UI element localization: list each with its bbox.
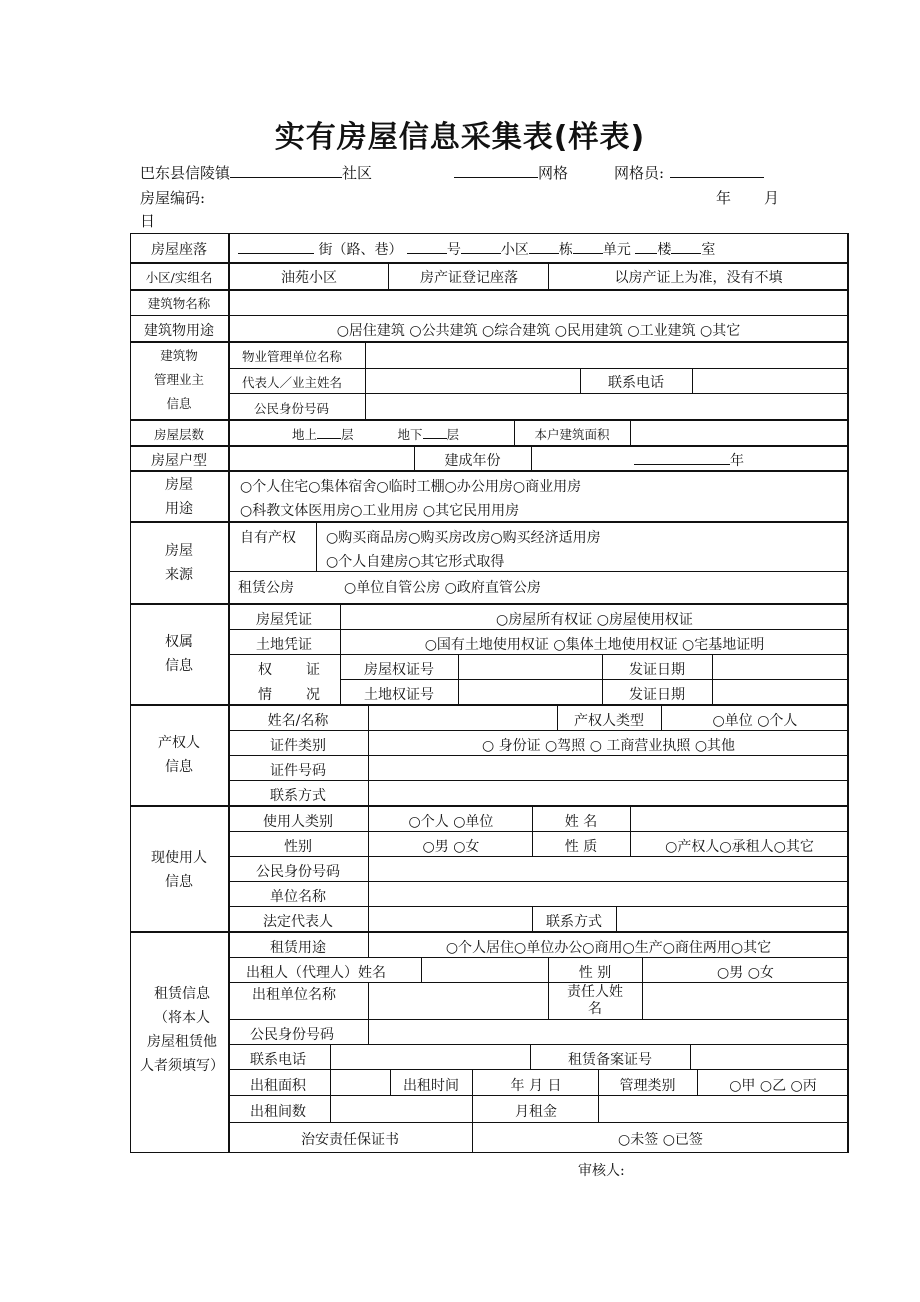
col-line xyxy=(630,805,631,856)
col-line xyxy=(697,1069,698,1095)
rule xyxy=(340,679,849,680)
above-ground-label: 地上 xyxy=(292,427,318,442)
rented-public-label: 租赁公房 xyxy=(238,580,294,596)
management-label-line1: 建筑物 xyxy=(160,348,198,363)
user-id-label: 公民身份号码 xyxy=(256,864,340,880)
header-line-1 xyxy=(140,162,372,183)
rule xyxy=(130,603,849,605)
rule xyxy=(130,289,849,291)
lessor-name-label: 出租人（代理人）姓名 xyxy=(246,965,386,981)
owner-label xyxy=(130,731,228,779)
rule xyxy=(228,780,849,781)
house-use-label-line1: 房屋 xyxy=(165,477,193,493)
built-year-blank[interactable] xyxy=(634,451,730,465)
house-use-options-2[interactable]: ○科教文体医用房○工业用房 ○其它民用用房 xyxy=(240,503,520,519)
house-cert-label: 房屋凭证 xyxy=(256,612,312,628)
col-line xyxy=(421,957,422,982)
cert-status-row1 xyxy=(258,659,320,679)
user-nature-label: 性 质 xyxy=(564,839,598,855)
col-line xyxy=(472,1069,473,1153)
month-label: 月 xyxy=(764,189,780,207)
rule xyxy=(228,1044,849,1045)
cert-location-label: 房产证登记座落 xyxy=(420,270,518,286)
security-cert-label: 治安责任保证书 xyxy=(301,1132,399,1148)
cert-location-note: 以房产证上为准，没有不填 xyxy=(614,270,783,286)
floors-label: 房屋层数 xyxy=(153,427,204,442)
district-blank[interactable] xyxy=(461,240,501,254)
house-use-label xyxy=(130,473,228,521)
col-line xyxy=(642,957,643,1019)
col-line xyxy=(690,1044,691,1069)
above-ground-blank[interactable] xyxy=(317,425,341,439)
own-property-options-2[interactable]: ○个人自建房○其它形式取得 xyxy=(326,554,505,570)
col-line xyxy=(661,704,662,730)
owner-type-label: 产权人类型 xyxy=(574,713,644,729)
responsible-line1: 责任人姓 xyxy=(567,984,623,1000)
rental-purpose-options[interactable]: ○个人居住○单位办公○商用○生产○商住两用○其它 xyxy=(445,940,772,956)
cert-status-char3: 情 xyxy=(258,687,272,703)
col-line xyxy=(368,931,369,957)
rule xyxy=(130,445,849,447)
grid-officer-group xyxy=(614,162,764,183)
rule xyxy=(228,393,849,394)
col-line xyxy=(548,262,549,289)
rule xyxy=(228,730,849,731)
house-use-label-line2: 用途 xyxy=(165,501,193,517)
owner-name-label: 姓名/名称 xyxy=(267,713,329,729)
building-use-label: 建筑物用途 xyxy=(144,323,214,339)
lessor-gender-label: 性 别 xyxy=(578,965,612,981)
rental-label-line4: 人者须填写） xyxy=(140,1058,224,1074)
management-company-label: 物业管理单位名称 xyxy=(242,349,343,364)
cert-status-row2 xyxy=(258,684,320,704)
representative-label: 代表人／业主姓名 xyxy=(242,375,343,390)
owner-id-type-options[interactable]: ○ 身份证 ○驾照 ○ 工商营业执照 ○其他 xyxy=(481,738,736,754)
grid-officer-blank[interactable] xyxy=(670,163,764,178)
rental-date-field[interactable]: 年 月 日 xyxy=(510,1078,562,1094)
owner-contact-label: 联系方式 xyxy=(270,788,326,804)
table-border-right xyxy=(847,233,849,1153)
rule xyxy=(130,931,849,933)
management-label-line2: 管理业主 xyxy=(153,372,204,387)
user-type-options[interactable]: ○个人 ○单位 xyxy=(408,814,494,830)
house-source-label-line1: 房屋 xyxy=(165,543,193,559)
responsible-person-label xyxy=(548,984,642,1018)
rule xyxy=(228,982,849,983)
floors-values xyxy=(292,425,459,443)
reviewer-label: 审核人: xyxy=(578,1163,625,1179)
rental-id-label: 公民身份号码 xyxy=(250,1027,334,1043)
community-row-label: 小区/实组名 xyxy=(145,270,213,285)
user-gender-options[interactable]: ○男 ○女 xyxy=(422,839,480,855)
rental-purpose-label: 租赁用途 xyxy=(270,940,326,956)
house-source-label xyxy=(130,539,228,587)
rule xyxy=(228,654,849,655)
management-label-line3: 信息 xyxy=(166,396,192,411)
user-label xyxy=(130,846,228,894)
built-year-label: 建成年份 xyxy=(444,453,501,469)
room-label: 室 xyxy=(701,242,716,258)
rental-label-line2: （将本人 xyxy=(154,1010,210,1026)
rule xyxy=(228,1019,849,1020)
house-code-label: 房屋编码: xyxy=(140,189,206,207)
rule xyxy=(228,1122,849,1123)
lessor-company-label: 出租单位名称 xyxy=(252,987,336,1003)
address-label: 房屋座落 xyxy=(151,242,207,258)
col-line xyxy=(630,419,631,445)
ownership-label-line1: 权属 xyxy=(165,634,193,650)
rule xyxy=(228,368,849,369)
rental-area-label: 出租面积 xyxy=(250,1078,306,1094)
col-line xyxy=(616,906,617,931)
unit-blank[interactable] xyxy=(573,240,603,254)
user-label-line2: 信息 xyxy=(165,874,193,890)
rule xyxy=(228,1069,849,1070)
own-property-options-1[interactable]: ○购买商品房○购买房改房○购买经济适用房 xyxy=(326,530,601,546)
rule xyxy=(228,881,849,882)
number-blank[interactable] xyxy=(407,240,447,254)
owner-id-no-label: 证件号码 xyxy=(270,763,326,779)
rule xyxy=(228,957,849,958)
col-line xyxy=(365,341,366,419)
community-blank[interactable] xyxy=(230,163,342,178)
county-town-label: 巴东县信陵镇 xyxy=(140,164,231,182)
page-title: 实有房屋信息采集表(样表) xyxy=(274,120,646,155)
built-year-unit: 年 xyxy=(730,453,744,469)
rental-time-label: 出租时间 xyxy=(403,1078,459,1094)
rental-label xyxy=(130,982,234,1078)
owner-label-line1: 产权人 xyxy=(158,735,200,751)
building-name-label: 建筑物名称 xyxy=(147,296,211,311)
room-blank[interactable] xyxy=(671,240,701,254)
col-line xyxy=(316,521,317,571)
cert-status-char1: 权 xyxy=(258,662,272,678)
user-gender-label: 性别 xyxy=(284,839,312,855)
house-cert-no-label: 房屋权证号 xyxy=(364,662,434,678)
rule xyxy=(228,856,849,857)
rental-phone-label: 联系电话 xyxy=(250,1052,306,1068)
day-label: 日 xyxy=(140,212,156,230)
floor-blank[interactable] xyxy=(635,240,657,254)
rule xyxy=(130,315,849,316)
rule xyxy=(130,805,849,807)
col-line xyxy=(531,445,532,470)
rule xyxy=(228,1095,849,1096)
grid-officer-label: 网格员: xyxy=(614,164,665,182)
building-use-options[interactable]: ○居住建筑 ○公共建筑 ○综合建筑 ○民用建筑 ○工业建筑 ○其它 xyxy=(336,323,741,339)
rental-label-line3: 房屋租赁他 xyxy=(147,1034,217,1050)
rule xyxy=(130,262,849,264)
management-phone-label: 联系电话 xyxy=(608,375,664,391)
management-id-label: 公民身份号码 xyxy=(254,401,330,416)
district-label: 小区 xyxy=(500,242,529,258)
street-blank[interactable] xyxy=(238,240,314,254)
owner-id-type-label: 证件类别 xyxy=(270,738,326,754)
responsible-line2: 名 xyxy=(588,1001,602,1017)
user-label-line1: 现使用人 xyxy=(151,850,207,866)
security-cert-options[interactable]: ○未签 ○已签 xyxy=(618,1132,703,1148)
below-ground-unit: 层 xyxy=(446,427,460,442)
below-ground-label: 地下 xyxy=(397,427,423,442)
col-line xyxy=(458,654,459,704)
land-cert-no-label: 土地权证号 xyxy=(364,687,434,703)
user-contact-label: 联系方式 xyxy=(546,914,602,930)
unit-label: 单元 xyxy=(602,242,631,258)
building-label: 栋 xyxy=(558,242,573,258)
ownership-label xyxy=(130,630,228,678)
own-property-label: 自有产权 xyxy=(240,530,296,546)
community-value[interactable]: 油苑小区 xyxy=(281,270,337,286)
rule xyxy=(130,341,849,343)
number-label: 号 xyxy=(446,242,461,258)
monthly-rent-label: 月租金 xyxy=(515,1104,557,1120)
table-border-top xyxy=(130,233,849,234)
built-year-field xyxy=(634,450,744,470)
year-label: 年 xyxy=(716,189,732,207)
rented-public-options[interactable]: ○单位自管公房 ○政府直管公房 xyxy=(344,580,541,596)
col-line xyxy=(692,368,693,393)
rule xyxy=(130,521,849,523)
house-source-label-line2: 来源 xyxy=(165,567,193,583)
col-line xyxy=(388,262,389,289)
floor-label: 楼 xyxy=(657,242,672,258)
rule xyxy=(228,831,849,832)
col-line xyxy=(330,1044,331,1122)
user-nature-options[interactable]: ○产权人○承租人○其它 xyxy=(665,839,814,855)
below-ground-blank[interactable] xyxy=(423,425,447,439)
owner-label-line2: 信息 xyxy=(165,759,193,775)
rental-record-label: 租赁备案证号 xyxy=(568,1052,652,1068)
land-cert-label: 土地凭证 xyxy=(256,637,312,653)
rental-rooms-label: 出租间数 xyxy=(250,1104,306,1120)
owner-type-options[interactable]: ○单位 ○个人 xyxy=(712,713,798,729)
house-use-options-1[interactable]: ○个人住宅○集体宿舍○临时工棚○办公用房○商业用房 xyxy=(240,479,582,495)
ownership-label-line2: 信息 xyxy=(165,658,193,674)
user-type-label: 使用人类别 xyxy=(263,814,333,830)
address-line xyxy=(238,239,715,259)
rule xyxy=(228,755,849,756)
grid-group xyxy=(454,162,568,183)
col-line xyxy=(368,805,369,931)
cert-status-char4: 况 xyxy=(306,687,320,703)
grid-blank[interactable] xyxy=(454,163,538,178)
user-name-label: 姓 名 xyxy=(564,814,598,830)
floor-area-label: 本户建筑面积 xyxy=(534,427,610,442)
house-type-label: 房屋户型 xyxy=(151,453,207,469)
lessor-gender-options[interactable]: ○男 ○女 xyxy=(717,965,774,981)
issue-date-label: 发证日期 xyxy=(629,662,685,678)
rule xyxy=(228,629,849,630)
mgmt-type-options[interactable]: ○甲 ○乙 ○丙 xyxy=(729,1078,817,1094)
user-company-label: 单位名称 xyxy=(270,889,326,905)
user-legal-rep-label: 法定代表人 xyxy=(263,914,333,930)
community-label: 社区 xyxy=(342,164,373,182)
house-cert-options[interactable]: ○房屋所有权证 ○房屋使用权证 xyxy=(496,612,693,628)
above-ground-unit: 层 xyxy=(341,427,354,442)
rule xyxy=(130,470,849,472)
rental-label-line1: 租赁信息 xyxy=(154,986,210,1002)
cert-status-char2: 证 xyxy=(306,662,320,678)
street-label: 街（路、巷） xyxy=(318,242,403,258)
rule xyxy=(130,704,849,706)
grid-label: 网格 xyxy=(538,164,569,182)
management-label xyxy=(130,344,228,416)
rule xyxy=(130,419,849,421)
col-line xyxy=(368,704,369,805)
mgmt-type-label: 管理类别 xyxy=(619,1078,676,1094)
building-blank[interactable] xyxy=(529,240,559,254)
rule xyxy=(228,906,849,907)
rule xyxy=(228,571,849,572)
table-border-bottom xyxy=(130,1152,849,1153)
issue-date-label-2: 发证日期 xyxy=(629,687,685,703)
col-line xyxy=(368,1019,369,1044)
col-line xyxy=(368,982,369,1019)
col-line xyxy=(712,654,713,704)
land-cert-options[interactable]: ○国有土地使用权证 ○集体土地使用权证 ○宅基地证明 xyxy=(424,637,765,653)
